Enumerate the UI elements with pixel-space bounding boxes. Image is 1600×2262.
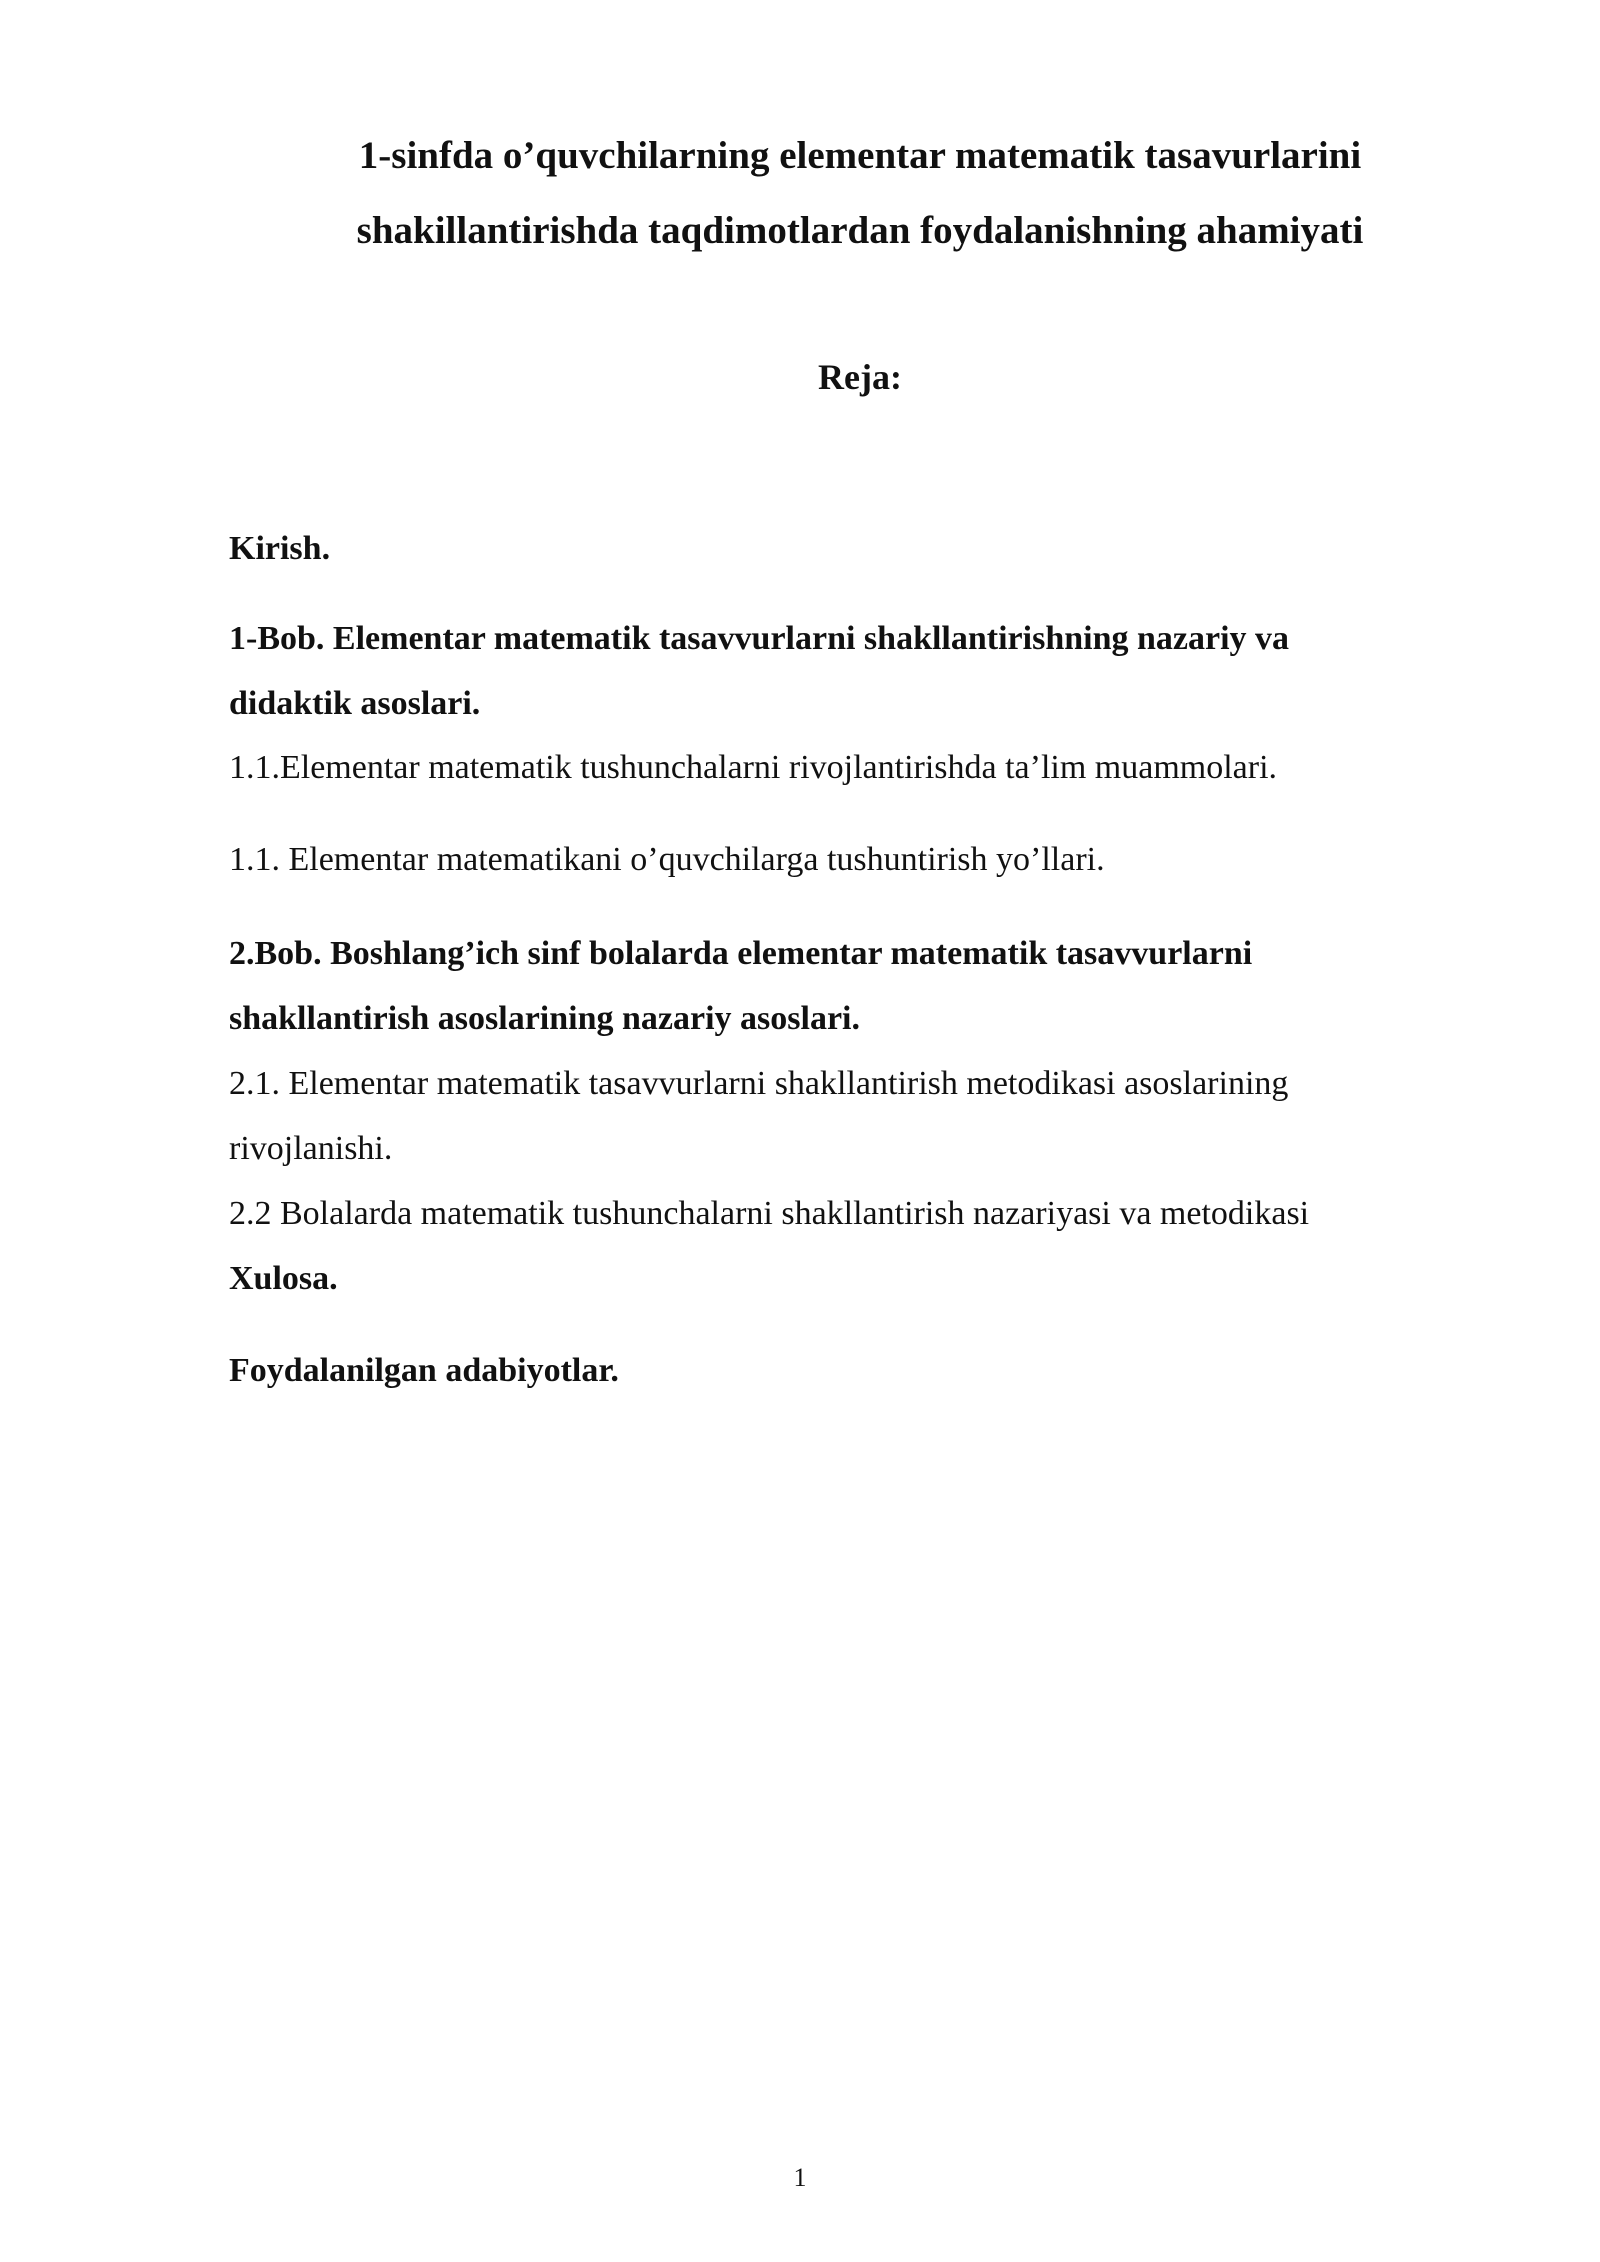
page-number: 1 xyxy=(793,2163,807,2192)
outline-section-1-1-a: 1.1.Elementar matematik tushunchalarni rivojlantirishda ta’lim muammolari. xyxy=(229,749,1278,786)
outline-section-1-1-b: 1.1. Elementar matematikani o’quvchilarga tushuntirish yo’llari. xyxy=(229,841,1105,878)
title-line-2: shakillantirishda taqdimotlardan foydalanishning ahamiyati xyxy=(356,209,1364,252)
outline-section-2-2: 2.2 Bolalarda matematik tushunchalarni shakllantirish nazariyasi va metodikasi xyxy=(229,1195,1310,1232)
outline-intro: Kirish. xyxy=(229,530,331,567)
title-line-1: 1-sinfda o’quvchilarning elementar matematik tasavurlarini xyxy=(358,134,1362,177)
outline-section-2-1-line-1: 2.1. Elementar matematik tasavvurlarni shakllantirish metodikasi asoslarining xyxy=(229,1065,1289,1102)
outline-chapter-1-line-1: 1-Bob. Elementar matematik tasavvurlarni shakllantirishning nazariy va xyxy=(229,620,1290,657)
outline-chapter-1-line-2: didaktik asoslari. xyxy=(229,685,481,722)
plan-heading: Reja: xyxy=(818,357,902,397)
outline-conclusion: Xulosa. xyxy=(229,1260,338,1297)
outline-chapter-2-line-2: shakllantirish asoslarining nazariy asoslari. xyxy=(229,1000,860,1037)
outline-references: Foydalanilgan adabiyotlar. xyxy=(229,1352,619,1389)
document-title xyxy=(280,118,1440,268)
outline-section-2-1-line-2: rivojlanishi. xyxy=(229,1130,393,1167)
outline-chapter-2-line-1: 2.Bob. Boshlang’ich sinf bolalarda elementar matematik tasavvurlarni xyxy=(229,935,1253,972)
